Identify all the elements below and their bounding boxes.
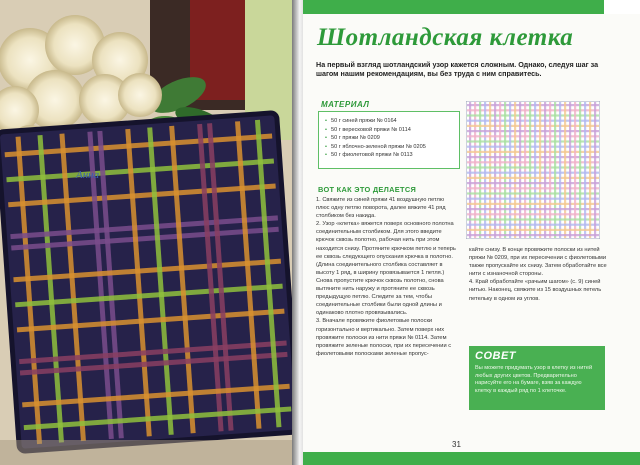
instructions-column-1 xyxy=(316,196,458,358)
material-item: • 50 г вересковой пряжи № 0114 xyxy=(325,126,453,135)
photo-page xyxy=(0,0,297,465)
tartan-pattern-diagram xyxy=(466,101,600,239)
material-item: • 50 г пряжи № 0209 xyxy=(325,134,453,143)
diagram-horizontal-line xyxy=(467,229,599,231)
diagram-vertical-line xyxy=(594,102,596,238)
potholder-photo xyxy=(0,0,297,465)
text-page xyxy=(303,0,640,465)
step-paragraph: 4. Край обработайте «рачьим шагом» (с. 9) синей нитью. Наконец, свяжите из 15 воздушных петель петельку в одном из углов. xyxy=(469,279,602,302)
step-paragraph: 3. Вначале провяжите фиолетовые полоски горизонтально и вертикально. Затем поверх них провяжите полоски из нити пряжи № 0114. Затем провяжите зеленые полоски, при их пересечении с фиолетовыми полосками зеленые пропус- xyxy=(316,318,452,357)
diagram-vertical-line xyxy=(504,102,506,238)
instructions-heading: ВОТ КАК ЭТО ДЕЛАЕТСЯ xyxy=(318,185,417,194)
material-item: • 50 г яблочно-зеленой пряжи № 0205 xyxy=(325,143,453,152)
diagram-vertical-line xyxy=(494,102,496,238)
materials-heading: МАТЕРИАЛ xyxy=(321,100,370,109)
diagram-vertical-line xyxy=(574,102,576,238)
diagram-vertical-line xyxy=(524,102,526,238)
top-bar-tab xyxy=(604,0,640,14)
diagram-vertical-line xyxy=(499,102,501,238)
diagram-horizontal-line xyxy=(467,224,599,226)
diagram-vertical-line xyxy=(564,102,566,238)
material-item: • 50 г фиолетовой пряжи № 0113 xyxy=(325,151,453,160)
diagram-horizontal-line xyxy=(467,218,599,220)
diagram-vertical-line xyxy=(539,102,541,238)
diagram-vertical-line xyxy=(534,102,536,238)
page-title: Шотландская клетка xyxy=(317,24,574,51)
diagram-vertical-line xyxy=(554,102,556,238)
diagram-vertical-line xyxy=(469,102,471,238)
materials-list xyxy=(318,111,460,169)
diagram-vertical-line xyxy=(589,102,591,238)
intro-paragraph: На первый взгляд шотландский узор кажется сложным. Однако, следуя шаг за шагом нашим рекомендациям, вы без труда с ним справитесь. xyxy=(316,60,599,79)
tip-title: СОВЕТ xyxy=(475,350,516,362)
diagram-vertical-line xyxy=(484,102,486,238)
diagram-vertical-line xyxy=(489,102,491,238)
watermark-text: Анна xyxy=(76,169,100,181)
diagram-vertical-line xyxy=(549,102,551,238)
diagram-vertical-line xyxy=(584,102,586,238)
diagram-vertical-line xyxy=(569,102,571,238)
diagram-vertical-line xyxy=(474,102,476,238)
step-paragraph: 2. Узор «клетка» вяжется поверх основного полотна соединительным столбиком. Для этого введите крючок сквозь полотно, рабочая нить при этом находится снизу. Протяните крючком петлю и теперь ее сквозь следующего опускания крючка в полотно. (Длина соединительного столбика составляет в высоту 1 ряд, в ширину провязывается 1 петля.) Снова пропустите крючок сквозь полотно, снова вытяните нить наружу и протяните ее сквозь предыдущую петлю. Следите за тем, чтобы соединительные столбики были одной длины и одинаково плотно провязывались. xyxy=(316,221,456,317)
diagram-vertical-line xyxy=(559,102,561,238)
diagram-horizontal-line xyxy=(467,234,599,236)
diagram-vertical-line xyxy=(579,102,581,238)
tip-box xyxy=(469,346,605,410)
potholder xyxy=(0,113,297,452)
step-paragraph: 1. Свяжите из синей пряжи 41 воздушную петлю плюс одну петлю поворота, далее вяжите 41 ряд столбиком без накида. xyxy=(316,197,446,220)
diagram-vertical-line xyxy=(529,102,531,238)
top-color-bar xyxy=(303,0,640,14)
diagram-vertical-line xyxy=(479,102,481,238)
diagram-vertical-line xyxy=(509,102,511,238)
diagram-vertical-line xyxy=(544,102,546,238)
diagram-vertical-line xyxy=(519,102,521,238)
diagram-vertical-line xyxy=(514,102,516,238)
bottom-color-bar xyxy=(303,452,640,465)
page-number: 31 xyxy=(452,440,461,449)
step-paragraph: кайте снизу. В конце провяжите полоски из нитей пряжи № 0209, при их пересечении с фиолетовыми также пропускайте их снизу. Затем обработайте все нити с изнаночной стороны. xyxy=(469,247,607,278)
instructions-column-2 xyxy=(469,246,609,303)
material-item: • 50 г синей пряжи № 0164 xyxy=(325,117,453,126)
tip-text: Вы можете придумать узор в клетку из нитей любых других цветов. Предварительно нарисуйте его на бумаге, взяв за каждую клетку в каждый ряд по 1 клеточке. xyxy=(475,365,593,394)
